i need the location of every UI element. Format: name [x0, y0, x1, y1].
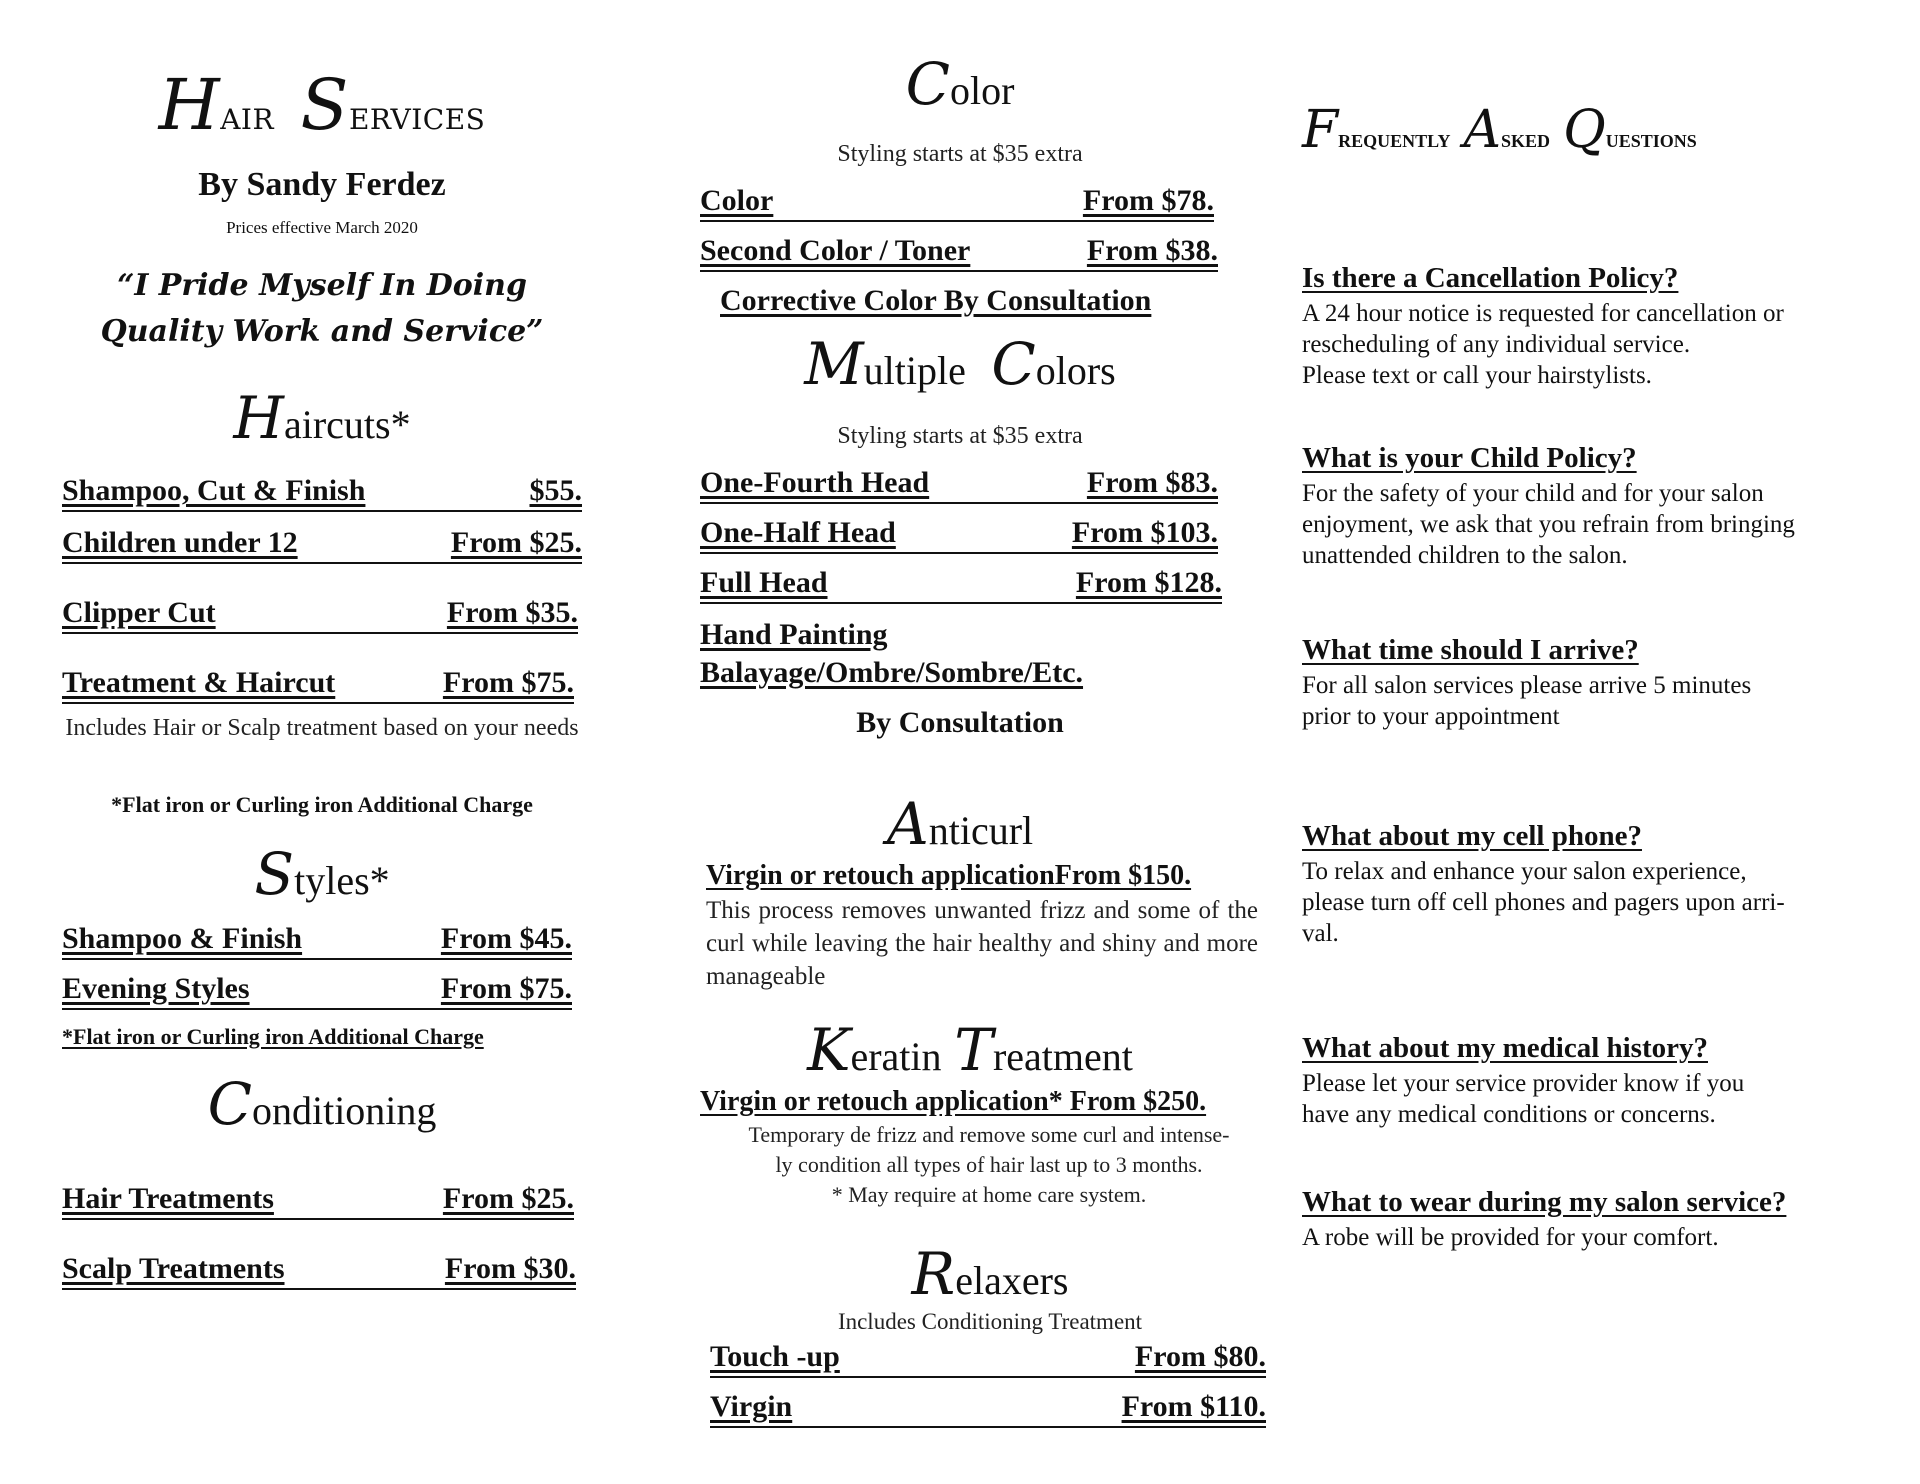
service-price: From $25. — [450, 526, 582, 559]
service-name: Hair Treatments — [62, 1182, 274, 1215]
price-row-shampoo-cut-finish — [62, 474, 582, 512]
price-row-hair-treatments — [62, 1182, 574, 1220]
service-name: Scalp Treatments — [62, 1252, 285, 1285]
service-name: Treatment & Haircut — [62, 666, 336, 699]
anticurl-application: Virgin or retouch applicationFrom $150. — [706, 860, 1192, 891]
price-row-virgin — [710, 1390, 1266, 1428]
service-price: From $75. — [442, 666, 574, 699]
service-name: Clipper Cut — [62, 596, 216, 629]
faq-answer-cell-phone: To relax and enhance your salon experience, please turn off cell phones and pagers upon arri- val. — [1302, 858, 1785, 947]
price-row-evening-styles — [62, 972, 572, 1010]
faq-answer-child-policy: For the safety of your child and for your salon enjoyment, we ask that you refrain from bringing unattended children to the salon. — [1302, 480, 1795, 569]
faq-question-what-to-wear: What to wear during my salon service? — [1302, 1186, 1787, 1218]
price-row-color — [700, 184, 1214, 222]
column-right — [1302, 0, 1902, 1484]
conditioning-heading: Conditioning — [207, 1070, 437, 1138]
price-row-shampoo-finish — [62, 922, 572, 960]
faq-answer-medical-history: Please let your service provider know if you have any medical conditions or concerns. — [1302, 1070, 1745, 1128]
service-price: From $128. — [1075, 566, 1222, 599]
haircuts-heading: Haircuts* — [233, 384, 411, 452]
faq-heading: Frequently Asked Questions — [1302, 100, 1697, 160]
service-price: From $78. — [1082, 184, 1214, 217]
service-name: One-Fourth Head — [700, 466, 930, 499]
styles-heading: Styles* — [254, 840, 390, 908]
service-name: One-Half Head — [700, 516, 896, 549]
service-price: From $75. — [440, 972, 572, 1005]
styles-flat-iron-note: *Flat iron or Curling iron Additional Charge — [62, 1024, 484, 1049]
corrective-color: Corrective Color By Consultation — [720, 284, 1152, 317]
multiple-colors-heading: Multiple Colors — [804, 330, 1116, 398]
hand-painting-consultation: By Consultation — [856, 706, 1064, 739]
price-row-full-head — [700, 566, 1222, 604]
keratin-description-line-2: ly condition all types of hair last up to 3 months. — [775, 1152, 1203, 1177]
service-name: Shampoo, Cut & Finish — [62, 474, 366, 507]
service-name: Evening Styles — [62, 972, 250, 1005]
service-name: Full Head — [700, 566, 828, 599]
prices-effective: Prices effective March 2020 — [226, 218, 418, 237]
service-name: Touch -up — [710, 1340, 840, 1373]
price-row-children — [62, 526, 582, 564]
price-row-treatment-haircut — [62, 666, 574, 704]
column-left — [62, 0, 582, 1484]
service-price: From $103. — [1071, 516, 1218, 549]
anticurl-heading: Anticurl — [886, 790, 1034, 858]
service-name: Shampoo & Finish — [62, 922, 303, 955]
faq-question-child-policy: What is your Child Policy? — [1302, 442, 1637, 474]
color-styling-note: Styling starts at $35 extra — [837, 141, 1083, 167]
keratin-description-line-1: Temporary de frizz and remove some curl and intense- — [748, 1122, 1230, 1147]
faq-answer-cancellation: A 24 hour notice is requested for cancellation or rescheduling of any individual service. Please text or call your hairstylists. — [1302, 300, 1784, 389]
faq-question-cell-phone: What about my cell phone? — [1302, 820, 1642, 852]
service-price: From $110. — [1121, 1390, 1266, 1423]
service-price: From $80. — [1134, 1340, 1266, 1373]
faq-answer-what-to-wear: A robe will be provided for your comfort. — [1302, 1224, 1719, 1251]
relaxers-heading: Relaxers — [911, 1240, 1069, 1308]
price-row-second-color — [700, 234, 1218, 272]
multiple-colors-styling-note: Styling starts at $35 extra — [837, 423, 1083, 449]
service-name: Color — [700, 184, 774, 217]
quote-line-1: “I Pride Myself In Doing — [117, 268, 527, 303]
service-price: $55. — [529, 474, 582, 507]
service-name: Children under 12 — [62, 526, 298, 559]
service-name: Virgin — [710, 1390, 793, 1423]
main-title: Hair Services — [158, 64, 486, 146]
haircuts-flat-iron-note: *Flat iron or Curling iron Additional Charge — [111, 792, 533, 817]
byline: By Sandy Ferdez — [198, 166, 446, 203]
price-row-one-half-head — [700, 516, 1218, 554]
faq-question-cancellation: Is there a Cancellation Policy? — [1302, 262, 1679, 294]
service-price: From $30. — [444, 1252, 576, 1285]
price-row-scalp-treatments — [62, 1252, 576, 1290]
price-row-clipper-cut — [62, 596, 578, 634]
hand-painting-line-2: Balayage/Ombre/Sombre/Etc. — [700, 656, 1084, 689]
price-row-one-fourth-head — [700, 466, 1218, 504]
service-price: From $25. — [442, 1182, 574, 1215]
faq-answer-arrival-time: For all salon services please arrive 5 minutes prior to your appointment — [1302, 672, 1752, 730]
service-price: From $45. — [440, 922, 572, 955]
faq-question-arrival-time: What time should I arrive? — [1302, 634, 1639, 666]
price-row-touch-up — [710, 1340, 1266, 1378]
keratin-description-line-3: * May require at home care system. — [831, 1182, 1147, 1207]
service-price: From $38. — [1086, 234, 1218, 267]
keratin-heading: Keratin Treatment — [807, 1016, 1133, 1084]
keratin-application: Virgin or retouch application* From $250. — [700, 1086, 1207, 1117]
faq-question-medical-history: What about my medical history? — [1302, 1032, 1708, 1064]
treatment-note: Includes Hair or Scalp treatment based on your needs — [65, 715, 579, 741]
service-price: From $35. — [446, 596, 578, 629]
color-heading: Color — [905, 50, 1015, 118]
column-middle — [700, 0, 1280, 1484]
service-price: From $83. — [1086, 466, 1218, 499]
service-name: Second Color / Toner — [700, 234, 971, 267]
quote-line-2: Quality Work and Service” — [100, 314, 544, 349]
anticurl-description: This process removes unwanted frizz and some of the curl while leaving the hair healthy and shiny and more manageable — [706, 897, 1258, 990]
relaxers-includes: Includes Conditioning Treatment — [837, 1309, 1143, 1334]
hand-painting-line-1: Hand Painting — [700, 618, 888, 651]
